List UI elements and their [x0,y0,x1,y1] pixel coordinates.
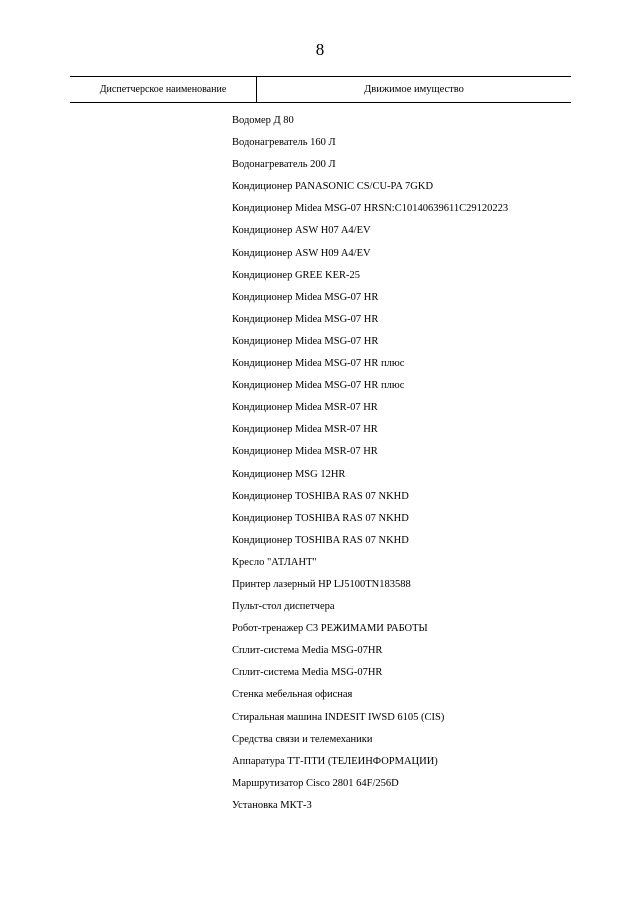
list-item: Кондиционер Midea MSG-07 HRSN:C10140639611C29120223 [232,203,509,215]
list-item: Водонагреватель 200 Л [232,159,336,171]
list-item: Кондиционер TOSHIBA RAS 07 NKHD [232,512,409,524]
list-item: Принтер лазерный HP LJ5100TN183588 [232,578,411,590]
property-list [232,113,612,820]
list-item: Кондиционер Midea MSR-07 HR [232,446,378,458]
list-item: Кондиционер PANASONIC CS/CU-PA 7GKD [232,181,434,193]
list-item: Водомер Д 80 [232,115,294,126]
list-item: Сплит-система Media MSG-07HR [232,645,383,657]
list-item: Кресло "АТЛАНТ" [232,556,317,568]
list-item: Стиральная машина INDESIT IWSD 6105 (CIS) [232,711,445,723]
list-item: Кондиционер Midea MSR-07 HR [232,402,378,414]
list-item: Кондиционер MSG 12HR [232,468,346,480]
list-item: Кондиционер GREE KER-25 [232,269,360,281]
column-header-movable-property: Движимое имущество [364,84,464,95]
list-item: Сплит-система Media MSG-07HR [232,667,383,679]
list-item: Маршрутизатор Cisco 2801 64F/256D [232,777,399,789]
list-item: Стенка мебельная офисная [232,689,353,701]
list-item: Кондиционер ASW H09 A4/EV [232,247,371,259]
list-item: Аппаратура ТТ-ПТИ (ТЕЛЕИНФОРМАЦИИ) [232,755,438,767]
list-item: Кондиционер Midea MSG-07 HR [232,291,379,303]
list-item: Кондиционер Midea MSG-07 HR плюс [232,358,405,370]
list-item: Кондиционер ASW H07 A4/EV [232,225,371,237]
list-item: Кондиционер Midea MSG-07 HR [232,335,379,347]
page-number: 8 [315,40,325,59]
list-item: Кондиционер TOSHIBA RAS 07 NKHD [232,534,409,546]
list-item: Средства связи и телемеханики [232,733,373,745]
list-item: Робот-тренажер С3 РЕЖИМАМИ РАБОТЫ [232,623,428,635]
list-item: Установка МКТ-3 [232,799,312,811]
list-item: Кондиционер Midea MSG-07 HR [232,313,379,325]
list-item: Пульт-стол диспетчера [232,601,335,613]
list-item: Водонагреватель 160 Л [232,137,336,149]
column-header-dispatch-name: Диспетчерское наименование [70,77,257,102]
list-item: Кондиционер Midea MSR-07 HR [232,424,378,436]
list-item: Кондиционер TOSHIBA RAS 07 NKHD [232,490,409,502]
list-item: Кондиционер Midea MSG-07 HR плюс [232,380,405,392]
table-header [70,76,571,103]
